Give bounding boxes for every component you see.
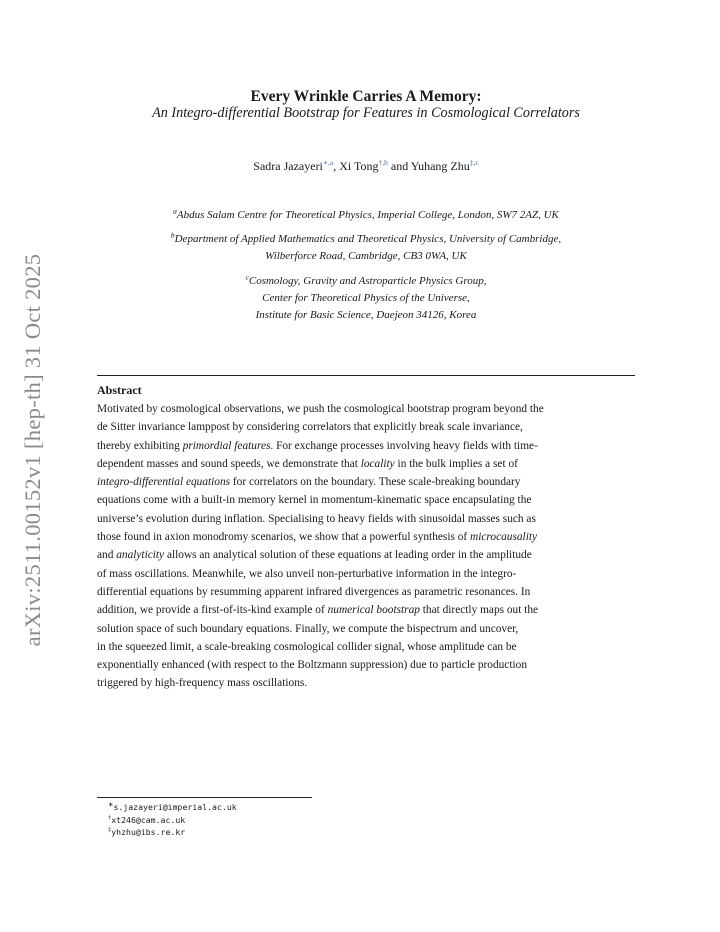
abstract-emphasis: numerical bootstrap (327, 604, 420, 617)
affiliation-line (0, 231, 720, 248)
author-marks[interactable]: ‡,c (469, 158, 479, 167)
abstract-text: exponentially enhanced (with respect to the Boltzmann suppression) due to particle production (97, 659, 527, 672)
abstract-line (97, 674, 635, 692)
footnote-email-link[interactable]: yhzhu@ibs.re.kr (111, 827, 186, 837)
affiliation-line (0, 273, 720, 290)
abstract-heading: Abstract (97, 383, 142, 397)
affiliation-line (0, 307, 720, 324)
abstract-text: dependent masses and sound speeds, we demonstrate that (97, 457, 361, 470)
affiliation-label: c (245, 272, 249, 282)
author-list (0, 159, 720, 174)
abstract-line (97, 400, 635, 418)
abstract-text: Motivated by cosmological observations, we push the cosmological bootstrap program beyond the (97, 403, 544, 415)
footnote-rule (97, 797, 312, 798)
author-name: Xi Tong (339, 159, 379, 173)
author-separator: , (333, 159, 340, 173)
abstract-line (97, 583, 635, 601)
affiliation-text: Abdus Salam Centre for Theoretical Physics, Imperial College, London, SW7 2AZ, UK (176, 209, 559, 221)
abstract-text: de Sitter invariance lamppost by considering correlators that explicitly break scale invariance, (97, 421, 523, 434)
footnote-email-link[interactable]: s.jazayeri@imperial.ac.uk (113, 802, 237, 812)
abstract-text: of mass oscillations. Meanwhile, we also unveil non-perturbative information in the integro- (97, 567, 517, 580)
abstract-text: . For exchange processes involving heavy fields with time- (270, 439, 538, 452)
affiliation-a (0, 207, 720, 224)
abstract-emphasis: microcausality (470, 531, 538, 544)
footnotes (108, 801, 237, 839)
abstract-text: equations come with a built-in memory kernel in momentum-kinematic space encapsulating the (97, 494, 532, 507)
abstract-text: in the squeezed limit, a scale-breaking cosmological collider signal, whose amplitude can be (97, 640, 517, 653)
abstract-emphasis: locality (360, 457, 395, 470)
abstract-line (97, 510, 635, 528)
abstract-line (97, 528, 635, 546)
abstract-text: triggered by high-frequency mass oscillations. (97, 677, 308, 690)
abstract-line (97, 418, 635, 436)
abstract-text: thereby exhibiting (97, 439, 183, 452)
paper-subtitle: An Integro-differential Bootstrap for Features in Cosmological Correlators (152, 105, 580, 121)
affiliation-line (0, 207, 720, 224)
abstract-body (97, 400, 635, 693)
abstract-emphasis: primordial features (182, 439, 271, 452)
abstract-text: addition, we provide a first-of-its-kind example of (97, 604, 328, 617)
affiliation-b (0, 231, 720, 265)
abstract-emphasis: analyticity (116, 549, 165, 562)
abstract-line (97, 620, 635, 638)
affiliation-label: b (170, 230, 175, 240)
abstract-line (97, 437, 635, 455)
affiliation-c (0, 273, 720, 324)
abstract-text: solution space of such boundary equations. Finally, we compute the bispectrum and uncover, (97, 622, 519, 635)
author-marks[interactable]: †,b (378, 158, 388, 167)
abstract-emphasis: integro-differential equations (97, 476, 231, 489)
abstract-text: allows an analytical solution of these equations at leading order in the amplitude (164, 549, 532, 562)
abstract-rule (97, 375, 635, 376)
author-separator: and (387, 159, 411, 173)
footnote-mark: † (108, 813, 112, 821)
affiliation-label: a (173, 206, 177, 216)
abstract-text: those found in axion monodromy scenarios, we show that a powerful synthesis of (97, 531, 471, 544)
author-name: Yuhang Zhu (410, 159, 470, 173)
affiliation-text: Institute for Basic Science, Daejeon 34126, Korea (255, 309, 477, 321)
author-marks[interactable]: ∗,a (322, 158, 334, 167)
affiliation-text: Wilberforce Road, Cambridge, CB3 0WA, UK (265, 250, 467, 262)
affiliation-text: Cosmology, Gravity and Astroparticle Physics Group, (248, 275, 487, 287)
footnote-mark: ‡ (108, 826, 112, 834)
affiliation-line (0, 248, 720, 265)
affiliation-text: Department of Applied Mathematics and Theoretical Physics, University of Cambridge, (174, 233, 562, 245)
abstract-text: in the bulk implies a set of (394, 457, 518, 470)
footnote-email-link[interactable]: xt246@cam.ac.uk (111, 814, 186, 825)
footnote (108, 814, 237, 827)
footnote-mark: ∗ (108, 801, 114, 809)
arxiv-stamp-text: arXiv:2511.00152v1 [hep-th] 31 Oct 2025 (20, 253, 45, 647)
abstract-line (97, 656, 635, 674)
abstract-text: differential equations by resumming apparent infrared divergences as parametric resonances. In (97, 585, 531, 598)
abstract-text: for correlators on the boundary. These scale-breaking boundary (230, 476, 521, 489)
footnote (108, 826, 237, 839)
abstract-text: and (97, 549, 117, 562)
abstract-line (97, 565, 635, 583)
abstract-text: universe’s evolution during inflation. Specialising to heavy fields with sinusoidal masses such as (97, 512, 536, 525)
author-name: Sadra Jazayeri (253, 159, 323, 173)
abstract-line (97, 473, 635, 491)
paper-title: Every Wrinkle Carries A Memory: (250, 88, 482, 105)
footnote (108, 801, 237, 814)
affiliation-text: Center for Theoretical Physics of the Universe, (262, 292, 470, 304)
abstract-line (97, 455, 635, 473)
affiliation-line (0, 290, 720, 307)
abstract-line (97, 546, 635, 564)
abstract-text: that directly maps out the (419, 604, 539, 617)
abstract-line (97, 491, 635, 509)
abstract-line (97, 601, 635, 619)
abstract-line (97, 638, 635, 656)
